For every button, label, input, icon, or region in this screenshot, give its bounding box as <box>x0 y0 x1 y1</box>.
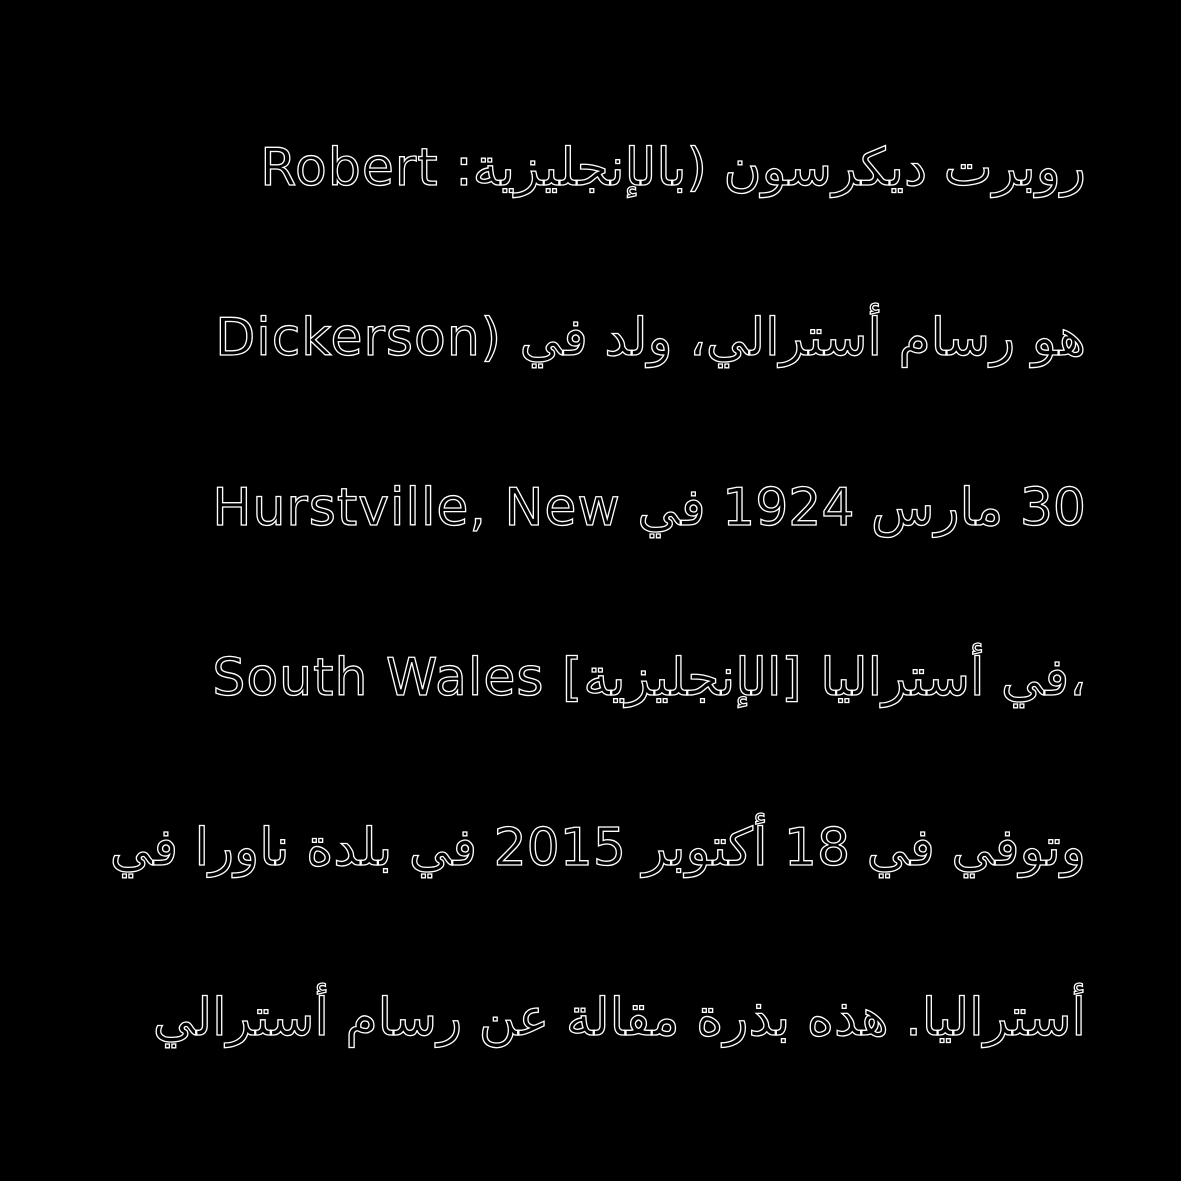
text-line-5: وتوفي في 18 أكتوبر 2015 في بلدة ناورا في <box>109 818 1086 878</box>
article-paragraph <box>60 118 1086 1138</box>
text-line-1: روبرت ديكرسون (بالإنجليزية: Robert <box>260 138 1086 198</box>
text-line-6: أستراليا. هذه بذرة مقالة عن رسام أسترالي <box>152 988 1086 1048</box>
text-line-2: Dickerson) هو رسام أسترالي، ولد في <box>215 308 1086 368</box>
text-line-3: 30 مارس 1924 في Hurstville, New <box>212 478 1086 538</box>
text-line-4: South Wales [الإنجليزية] في أستراليا، <box>212 648 1086 708</box>
